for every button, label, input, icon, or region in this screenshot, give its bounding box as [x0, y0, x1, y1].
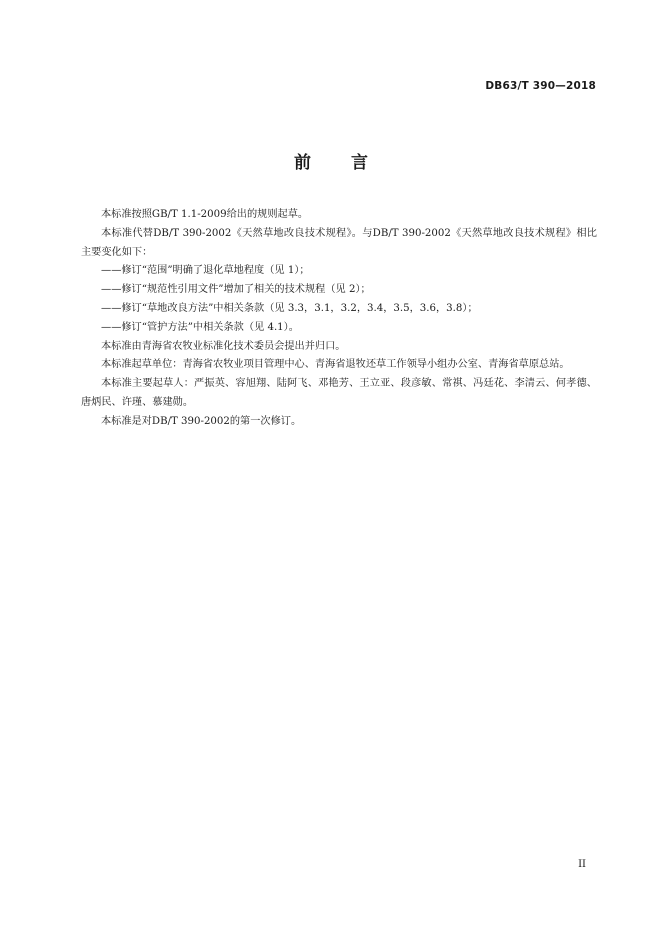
paragraph-drafting-units: 本标准起草单位：青海省农牧业项目管理中心、青海省退牧还草工作领导小组办公室、青海省草原总站。	[101, 359, 570, 371]
change-item-scope: ——修订“范围”明确了退化草地程度（见 1）；	[101, 265, 310, 277]
change-item-methods: ——修订“草地改良方法”中相关条款（见 3.3，3.1，3.2，3.4，3.5，3.6，3.8）；	[101, 302, 478, 314]
page-number: II	[578, 859, 586, 870]
change-item-references: ——修订“规范性引用文件”增加了相关的技术规程（见 2）；	[101, 284, 371, 296]
change-item-management: ——修订“管护方法”中相关条款（见 4.1）。	[101, 321, 299, 333]
paragraph-replacement: 本标准代替DB/T 390-2002《天然草地改良技术规程》。与DB/T 390-2002《天然草地改良技术规程》相比主要变化如下：	[81, 227, 597, 258]
paragraph-drafters: 本标准主要起草人：严振英、容旭翔、陆阿飞、邓艳芳、王立亚、段彦敏、常祺、冯廷花、李清云、何孝德、唐炳民、许瑾、慕建勋。	[81, 378, 597, 408]
paragraph-drafting-rules: 本标准按照GB/T 1.1-2009给出的规则起草。	[101, 209, 309, 220]
page-title: 前言	[294, 153, 408, 173]
foreword-body	[81, 206, 597, 432]
document-code: DB63/T 390—2018	[485, 80, 596, 92]
paragraph-proposer: 本标准由青海省农牧业标准化技术委员会提出并归口。	[101, 340, 346, 352]
paragraph-revision-note: 本标准是对DB/T 390-2002的第一次修订。	[101, 415, 302, 427]
